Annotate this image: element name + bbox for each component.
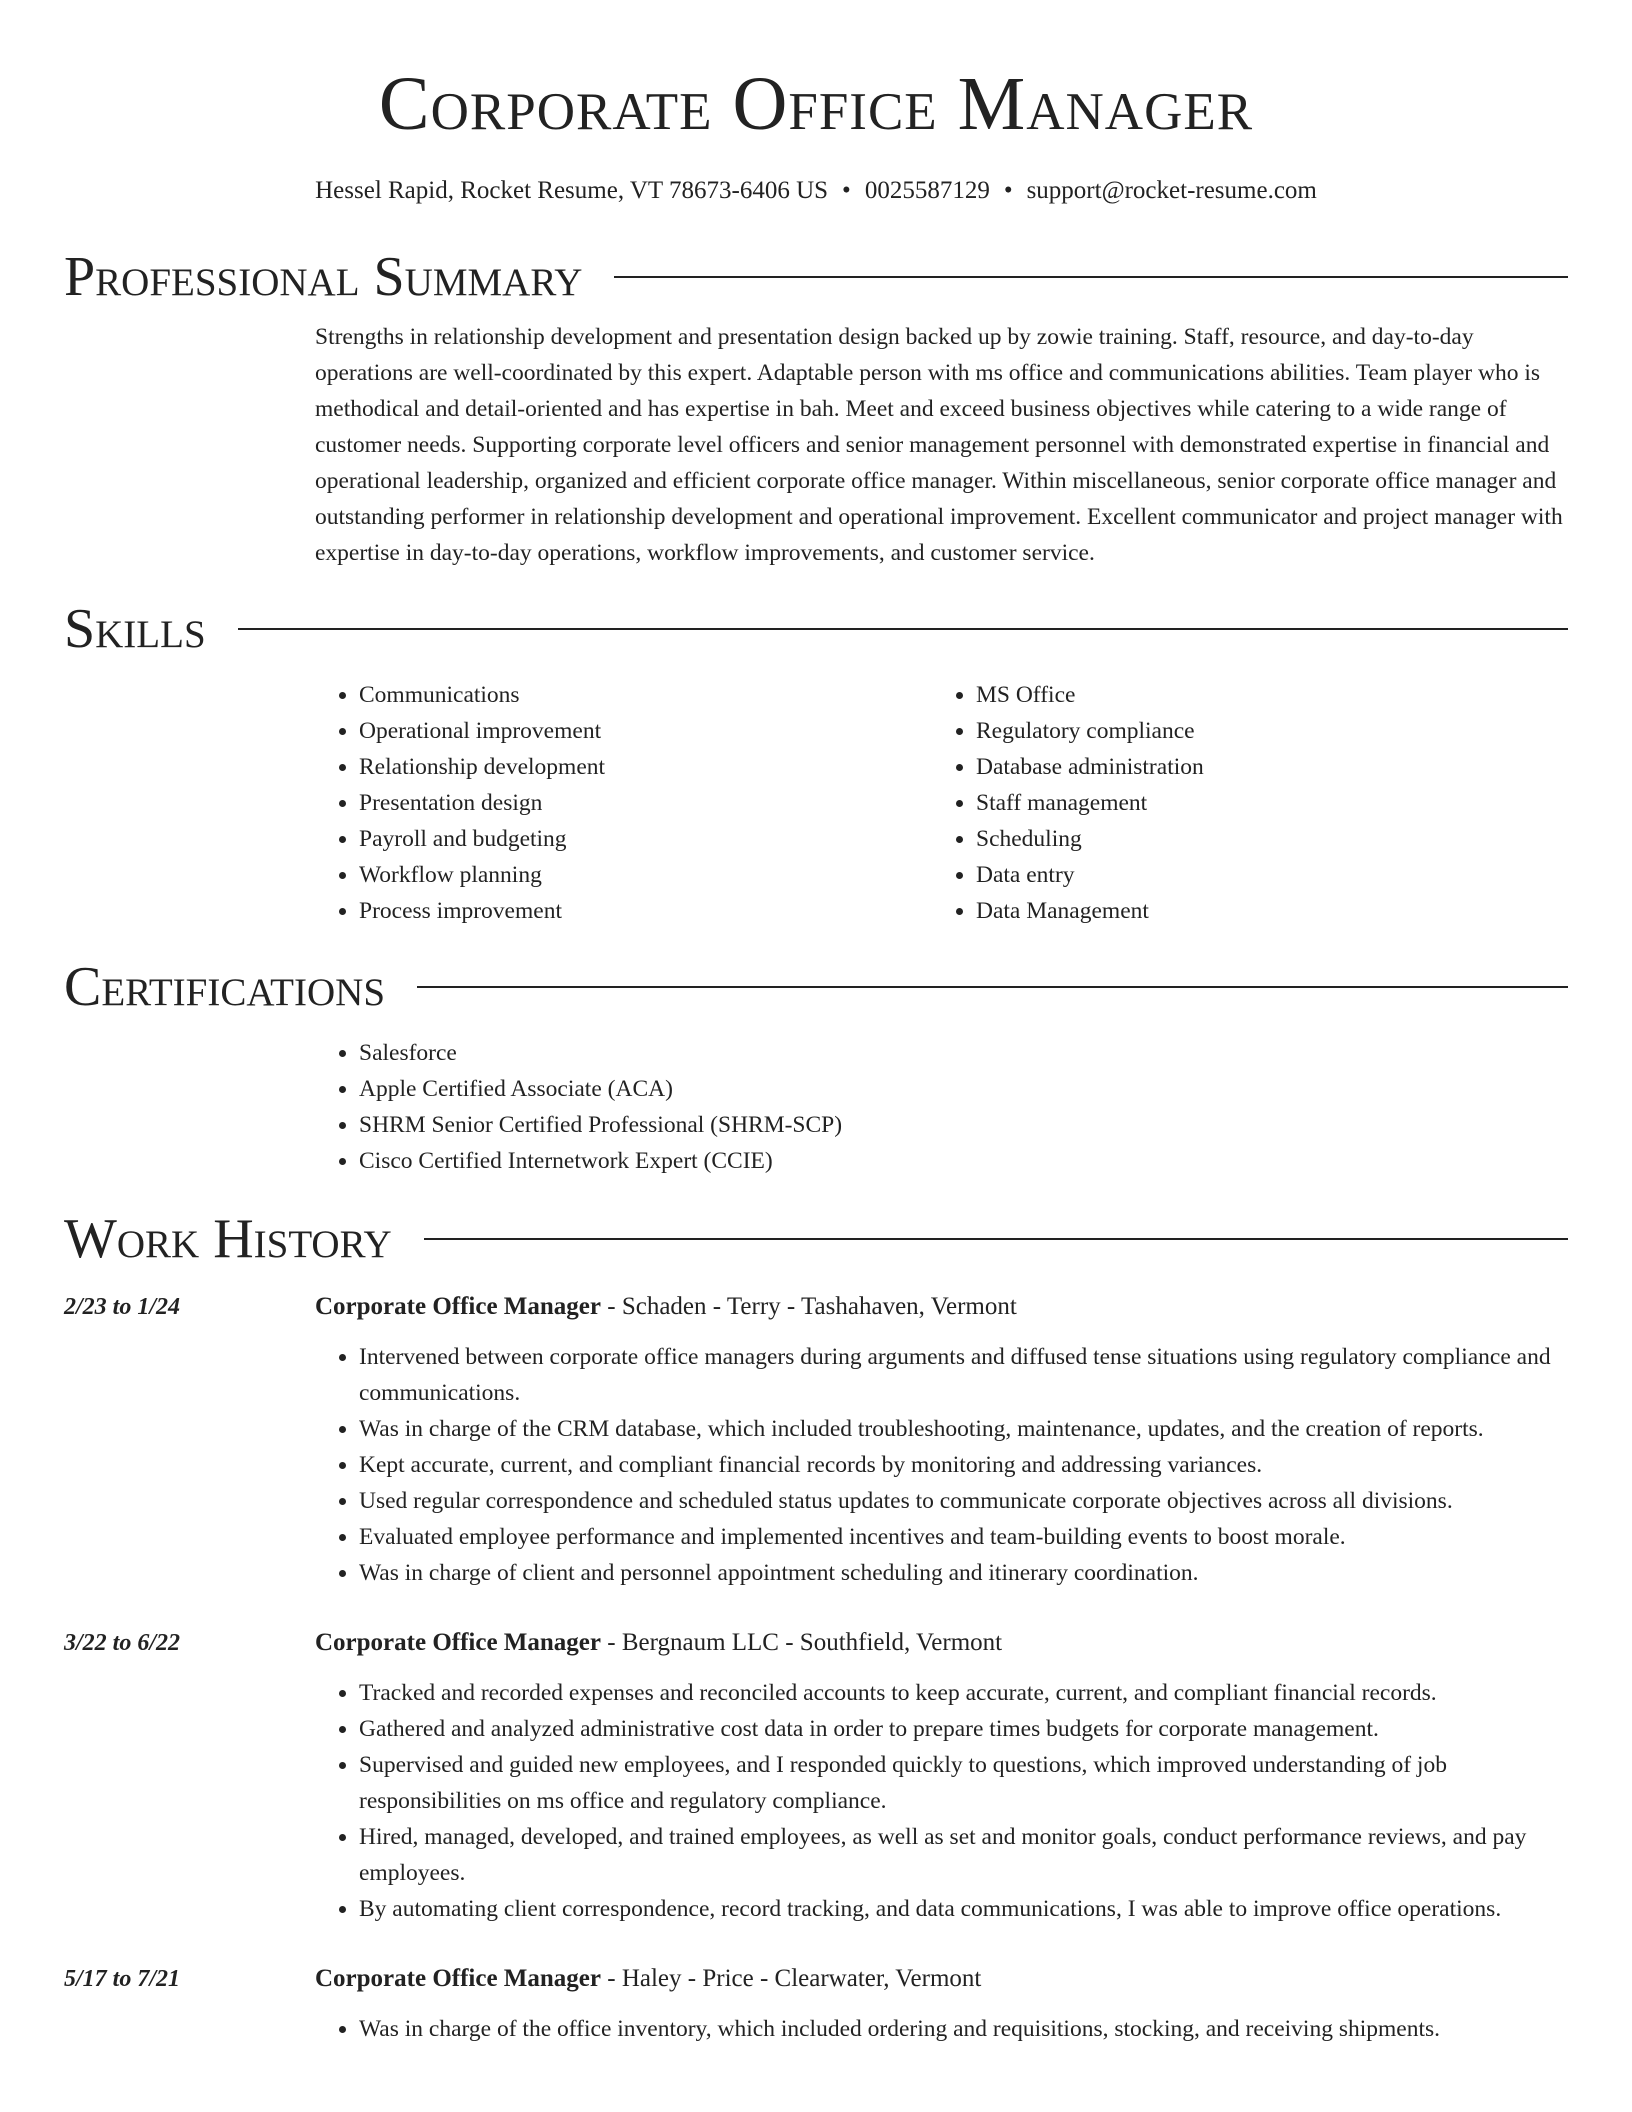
skill-item: • Regulatory compliance <box>976 713 1549 749</box>
job-title: Corporate Office Manager <box>315 1629 601 1656</box>
job-bullet: • Was in charge of client and personnel appointment scheduling and itinerary coordination. <box>359 1555 1568 1591</box>
job-bullets <box>315 1675 1568 1927</box>
job-company: - Bergnaum LLC - Southfield, Vermont <box>601 1629 1003 1656</box>
section-divider <box>424 1238 1568 1240</box>
work-heading: Work History <box>64 1208 392 1270</box>
skill-item: • Communications <box>359 677 932 713</box>
skill-item: • Staff management <box>976 785 1549 821</box>
job-bullet: • Supervised and guided new employees, and I responded quickly to questions, which improved understanding of job responsibilities on ms office and regulatory compliance. <box>359 1747 1568 1819</box>
certification-item: • SHRM Senior Certified Professional (SHRM-SCP) <box>359 1107 1568 1143</box>
job-bullet: • Was in charge of the office inventory, which included ordering and requisitions, stocking, and receiving shipments. <box>359 2011 1568 2047</box>
summary-text: Strengths in relationship development and presentation design backed up by zowie training. Staff, resource, and day-to-day operations are well-coordinated by this expert. Adaptable person with ms office and communications abilities. Team player who is methodical and detail-oriented and has expertise in bah. Meet and exceed business objectives while catering to a wide range of customer needs. Supporting corporate level officers and senior management personnel with demonstrated expertise in financial and operational leadership, organized and efficient corporate office manager. Within miscellaneous, senior corporate office manager and outstanding performer in relationship development and operational improvement. Excellent communicator and project manager with expertise in day-to-day operations, workflow improvements, and customer service. <box>315 324 1563 566</box>
certification-item: • Salesforce <box>359 1035 1568 1071</box>
skills-heading: Skills <box>64 598 206 660</box>
job-bullet: • By automating client correspondence, record tracking, and data communications, I was able to improve office operations. <box>359 1891 1568 1927</box>
job-bullets <box>315 1339 1568 1591</box>
skill-item: • Operational improvement <box>359 713 932 749</box>
certifications-section-heading <box>64 956 1568 1018</box>
job-company: - Schaden - Terry - Tashahaven, Vermont <box>601 1293 1017 1320</box>
summary-heading: Professional Summary <box>64 246 583 308</box>
job-bullet: • Evaluated employee performance and implemented incentives and team-building events to boost morale. <box>359 1519 1568 1555</box>
certifications-heading: Certifications <box>64 956 386 1018</box>
skills-section-heading <box>64 598 1568 660</box>
work-section-heading <box>64 1208 1568 1270</box>
job-body <box>315 1961 1568 2047</box>
skill-item: • Scheduling <box>976 821 1549 857</box>
job-bullet: • Intervened between corporate office managers during arguments and diffused tense situations using regulatory compliance and communications. <box>359 1339 1568 1411</box>
job-bullet: • Gathered and analyzed administrative cost data in order to prepare times budgets for corporate management. <box>359 1711 1568 1747</box>
job-bullets <box>315 2011 1568 2047</box>
skill-item: • Workflow planning <box>359 857 932 893</box>
skill-item: • Database administration <box>976 749 1549 785</box>
job-entry <box>64 1961 1568 2047</box>
section-divider <box>238 628 1568 630</box>
job-bullet: • Kept accurate, current, and compliant financial records by monitoring and addressing variances. <box>359 1447 1568 1483</box>
job-title-line <box>315 1289 1568 1325</box>
skill-item: • Presentation design <box>359 785 932 821</box>
skill-item: • Payroll and budgeting <box>359 821 932 857</box>
section-divider <box>614 276 1568 278</box>
job-dates: 3/22 to 6/22 <box>64 1630 181 1656</box>
contact-email: support@rocket-resume.com <box>1026 177 1317 204</box>
job-company: - Haley - Price - Clearwater, Vermont <box>601 1965 982 1992</box>
job-body <box>315 1289 1568 1591</box>
job-bullet: • Used regular correspondence and scheduled status updates to communicate corporate objectives across all divisions. <box>359 1483 1568 1519</box>
skill-item: • MS Office <box>976 677 1549 713</box>
job-body <box>315 1625 1568 1927</box>
skills-body <box>315 677 1568 929</box>
skill-item: • Data entry <box>976 857 1549 893</box>
contact-address: Hessel Rapid, Rocket Resume, VT 78673-6406 US <box>315 177 829 204</box>
certifications-body <box>315 1035 1568 1179</box>
contact-phone: 0025587129 <box>864 177 990 204</box>
skills-list-left <box>315 677 932 929</box>
job-entry <box>64 1289 1568 1591</box>
certification-item: • Apple Certified Associate (ACA) <box>359 1071 1568 1107</box>
job-bullet: • Tracked and recorded expenses and reconciled accounts to keep accurate, current, and compliant financial records. <box>359 1675 1568 1711</box>
section-divider <box>417 986 1568 988</box>
resume-name: Corporate Office Manager <box>378 62 1254 146</box>
summary-section-heading <box>64 246 1568 308</box>
skill-item: • Relationship development <box>359 749 932 785</box>
skills-list-right <box>932 677 1549 929</box>
skill-item: • Process improvement <box>359 893 932 929</box>
contact-line <box>64 178 1568 203</box>
job-bullet: • Was in charge of the CRM database, which included troubleshooting, maintenance, updates, and the creation of reports. <box>359 1411 1568 1447</box>
skills-grid <box>315 677 1568 929</box>
job-entry <box>64 1625 1568 1927</box>
contact-separator: • <box>842 177 851 204</box>
job-title: Corporate Office Manager <box>315 1965 601 1992</box>
job-title: Corporate Office Manager <box>315 1293 601 1320</box>
job-title-line <box>315 1961 1568 1997</box>
job-title-line <box>315 1625 1568 1661</box>
job-dates: 5/17 to 7/21 <box>64 1966 181 1992</box>
skill-item: • Data Management <box>976 893 1549 929</box>
certification-item: • Cisco Certified Internetwork Expert (CCIE) <box>359 1143 1568 1179</box>
job-dates: 2/23 to 1/24 <box>64 1294 181 1320</box>
job-bullet: • Hired, managed, developed, and trained employees, as well as set and monitor goals, conduct performance reviews, and pay employees. <box>359 1819 1568 1891</box>
certifications-list <box>315 1035 1568 1179</box>
summary-body <box>315 319 1568 571</box>
contact-separator: • <box>1003 177 1013 204</box>
